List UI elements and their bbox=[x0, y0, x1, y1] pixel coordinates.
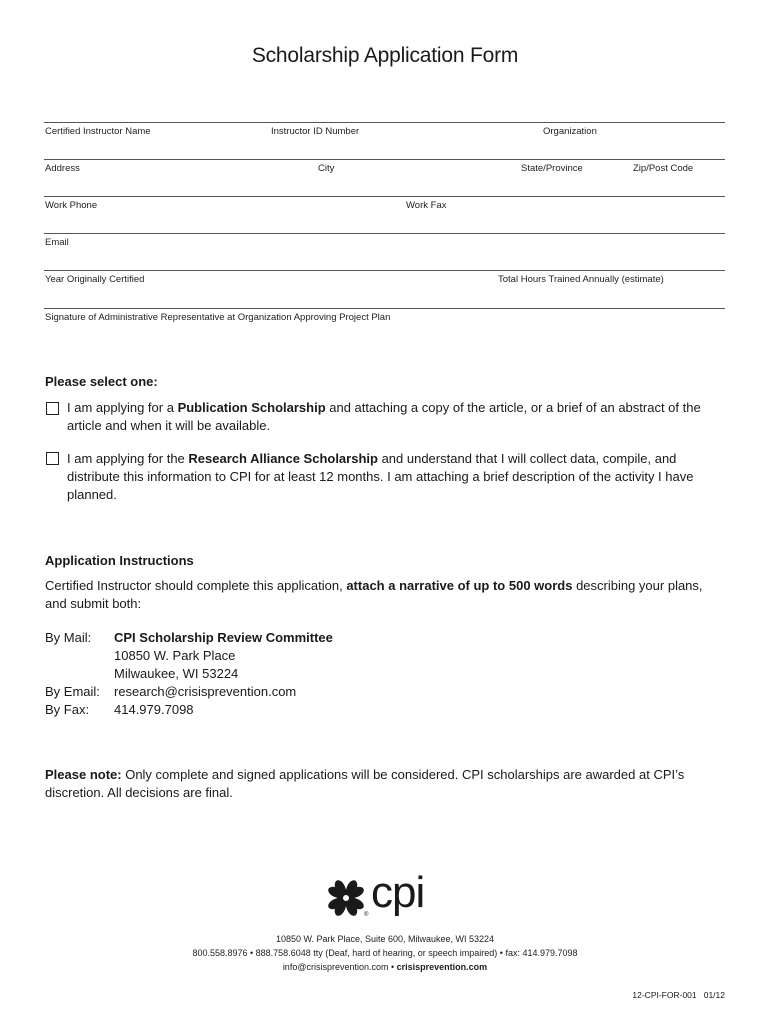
publication-scholarship-checkbox[interactable] bbox=[46, 402, 59, 415]
city-field[interactable]: City bbox=[318, 163, 335, 174]
form-line-3 bbox=[44, 196, 725, 197]
cpi-logo-text: cpi bbox=[371, 868, 425, 917]
option1-bold: Publication Scholarship bbox=[177, 400, 326, 415]
form-line-5 bbox=[44, 270, 725, 271]
registered-mark: ® bbox=[364, 912, 369, 918]
form-line-6 bbox=[44, 308, 725, 309]
research-alliance-text bbox=[67, 450, 707, 504]
cpi-flower-logo-icon bbox=[324, 876, 368, 920]
email-link[interactable]: research@crisisprevention.com bbox=[114, 684, 297, 699]
total-hours-field[interactable]: Total Hours Trained Annually (estimate) bbox=[498, 274, 664, 285]
email-label: By Email: bbox=[45, 684, 100, 699]
option2-bold: Research Alliance Scholarship bbox=[188, 451, 378, 466]
footer-phones: 800.558.8976 • 888.758.6048 tty (Deaf, hard of hearing, or speech impaired) • fax: 414.979.7098 bbox=[192, 948, 578, 958]
note-body: Only complete and signed applications will be considered. CPI scholarships are awarded at CPI’s discretion. All decisions are final. bbox=[45, 767, 685, 800]
instructions-text bbox=[45, 577, 727, 613]
form-code: 12-CPI-FOR-001 01/12 bbox=[632, 990, 725, 1000]
form-line-2 bbox=[44, 159, 725, 160]
instructions-heading: Application Instructions bbox=[45, 553, 194, 568]
option2-pre: I am applying for the bbox=[67, 451, 189, 466]
page-title: Scholarship Application Form bbox=[251, 44, 519, 67]
instructions-post: describing your plans, and submit both: bbox=[45, 578, 703, 611]
mail-city: Milwaukee, WI 53224 bbox=[114, 666, 239, 681]
note-text bbox=[45, 766, 727, 802]
fax-value: 414.979.7098 bbox=[114, 702, 194, 717]
zip-field[interactable]: Zip/Post Code bbox=[633, 163, 694, 174]
research-alliance-checkbox[interactable] bbox=[46, 452, 59, 465]
state-field[interactable]: State/Province bbox=[521, 163, 583, 174]
work-fax-field[interactable]: Work Fax bbox=[406, 200, 447, 211]
note-bold: Please note: bbox=[45, 767, 122, 782]
form-line-1 bbox=[44, 122, 725, 123]
instructions-pre: Certified Instructor should complete this application, bbox=[45, 578, 347, 593]
fax-label: By Fax: bbox=[45, 702, 90, 717]
mail-recipient: CPI Scholarship Review Committee bbox=[114, 630, 333, 645]
form-line-4 bbox=[44, 233, 725, 234]
mail-street: 10850 W. Park Place bbox=[114, 648, 236, 663]
year-certified-field[interactable]: Year Originally Certified bbox=[45, 274, 145, 285]
signature-field[interactable]: Signature of Administrative Representative at Organization Approving Project Plan bbox=[45, 312, 391, 323]
footer-address: 10850 W. Park Place, Suite 600, Milwaukee, WI 53224 bbox=[275, 934, 495, 944]
organization-field[interactable]: Organization bbox=[543, 126, 597, 137]
option2-post: and understand that I will collect data, compile, and distribute this information to CPI for at least 12 months. I am attaching a brief description of the activity I have planned. bbox=[67, 451, 694, 502]
instructor-name-field[interactable]: Certified Instructor Name bbox=[45, 126, 151, 137]
address-field[interactable]: Address bbox=[45, 163, 80, 174]
publication-scholarship-text bbox=[67, 399, 727, 435]
footer-website-link[interactable]: crisisprevention.com bbox=[396, 962, 488, 972]
email-field[interactable]: Email bbox=[45, 237, 69, 248]
select-heading: Please select one: bbox=[45, 374, 158, 389]
mail-label: By Mail: bbox=[45, 630, 92, 645]
option1-post: and attaching a copy of the article, or a brief of an abstract of the article and when it will be available. bbox=[67, 400, 701, 433]
footer-web bbox=[0, 962, 770, 972]
instructions-bold: attach a narrative of up to 500 words bbox=[346, 578, 573, 593]
work-phone-field[interactable]: Work Phone bbox=[45, 200, 98, 211]
option1-pre: I am applying for a bbox=[67, 400, 178, 415]
instructor-id-field[interactable]: Instructor ID Number bbox=[271, 126, 360, 137]
footer-email: info@crisisprevention.com • bbox=[282, 962, 397, 972]
